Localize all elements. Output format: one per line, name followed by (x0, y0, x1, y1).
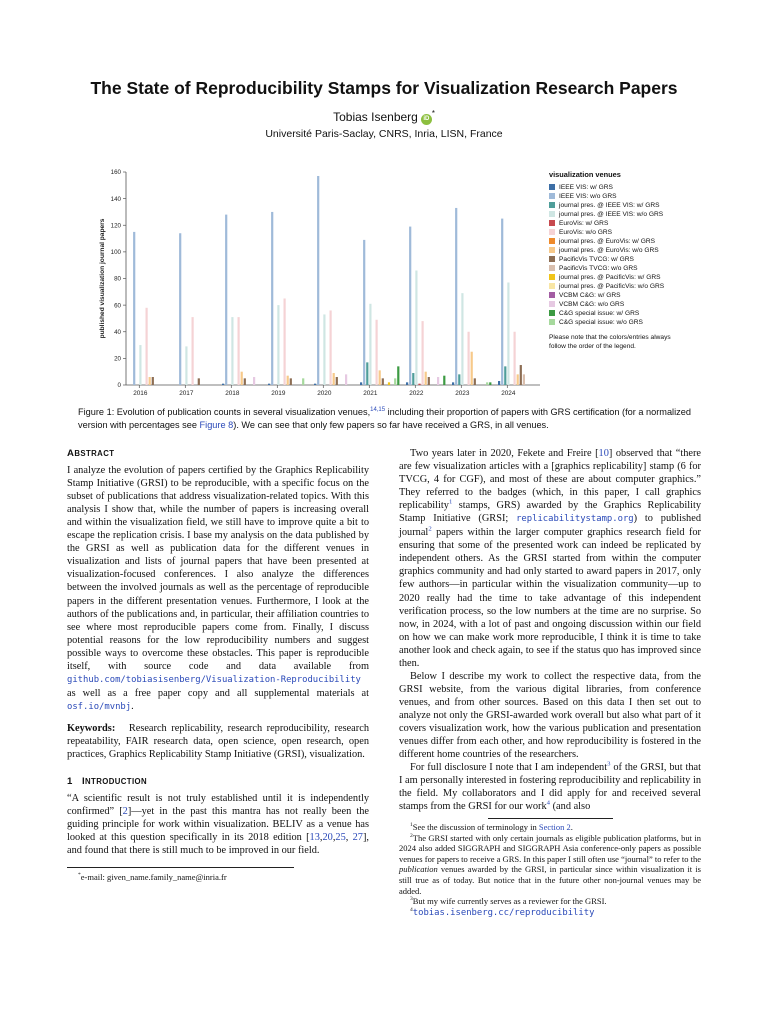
section-2-link[interactable]: Section 2 (538, 822, 571, 832)
footnote-link[interactable]: 1 (448, 498, 453, 506)
bar (517, 374, 519, 385)
bar (498, 381, 500, 385)
bar (302, 378, 304, 385)
legend-swatch (549, 265, 555, 271)
body-paragraph: For full disclosure I note that I am independent$^3$ of the GRSI, but that I am personally interested in fostering reproducibility and replicability in the field. My collaborators and I did apply for and received several stamps from the GRSI for our work$^4$ (and also (399, 760, 701, 813)
y-tick-label: 80 (114, 275, 121, 283)
bar (146, 308, 148, 385)
grsi-link[interactable]: replicabilitystamp.org (516, 514, 634, 525)
legend-entry (549, 219, 679, 228)
legend-items (549, 183, 679, 327)
legend-label: C&G special issue: w/ GRS (559, 310, 640, 317)
legend-label: EuroVis: w/o GRS (559, 229, 613, 236)
y-tick-label: 160 (110, 169, 121, 177)
legend-swatch (549, 292, 555, 298)
figure-caption (78, 406, 692, 431)
legend-swatch (549, 211, 555, 217)
bar (422, 321, 424, 385)
bar (287, 376, 289, 385)
y-tick-label: 140 (110, 195, 121, 203)
bar (507, 282, 509, 385)
footnote-email: *e-mail: given_name.family_name@inria.fr (78, 872, 227, 882)
bar (501, 219, 503, 385)
legend-entry (549, 273, 679, 282)
github-link[interactable]: github.com/tobiasisenberg/Visualization-Reproducibility (67, 674, 361, 685)
keywords: Keywords: Research replicability, research reproducibility, research repeatability, FAIR research data, open science, open research, open practices, Graphics Replicability Stamp Initiative (GRSI), visualization. (67, 722, 369, 761)
footnote-rule-left (67, 867, 294, 868)
bar (271, 212, 273, 385)
body-paragraph: Two years later in 2020, Fekete and Freire [10] observed that “there are few visualization articles with a [graphics replicability] stamp (6 for TVCG, 4 for CGF), and most of these are about computer graphics.” They referred to the badges (which, in this paper, I call graphics replicability$^1$ stamps, GRS) awarded by the Graphics Replicability Stamp Initiative (GRSI; replicabilitystamp.org) to published journal$^2$ papers within the larger computer graphics research field for ensuring that some of the presented work can indeed be replicated by independent others. As the GRSI started from within the computer graphics community and had only started to award papers in 2017, only few authors—in particular within the visualization community—up to 2020 really had the time to take advantage of this independent verification process, so the low numbers at the time are no surprise. So now, in 2024, with a lot of past and ongoing discussion within our field on how we can make work more reproducible, I think it is time to take another look and check again, to see if the status quo has improved since then. (399, 448, 701, 669)
bar (268, 384, 270, 385)
x-tick-label: 2021 (363, 390, 378, 397)
y-tick-label: 100 (110, 249, 121, 257)
bar (314, 384, 316, 385)
bar (382, 378, 384, 385)
bar (290, 378, 292, 385)
citation-link[interactable]: 20 (322, 832, 333, 844)
bar (198, 378, 200, 385)
bar (253, 377, 255, 385)
footnote-link[interactable]: 2 (428, 525, 432, 533)
bar (418, 384, 420, 385)
bar (179, 233, 181, 385)
x-tick-label: 2016 (133, 390, 148, 397)
legend-swatch (549, 238, 555, 244)
legend-entry (549, 309, 679, 318)
footnote-1: $^1$See the discussion of terminology in Section 2. (410, 822, 573, 832)
bar (363, 240, 365, 385)
bar (333, 373, 335, 385)
citation-link[interactable]: 25 (335, 832, 346, 844)
legend-swatch (549, 193, 555, 199)
bar (452, 382, 454, 385)
x-tick-label: 2024 (501, 390, 516, 397)
bar (514, 332, 516, 385)
bar (366, 362, 368, 385)
legend-note: Please note that the colors/entries always follow the order of the legend. (549, 334, 671, 350)
bar (369, 304, 371, 385)
abstract-heading: ABSTRACT (67, 448, 115, 459)
legend-label: journal pres. @ EuroVis: w/o GRS (559, 247, 659, 254)
bar (489, 382, 491, 385)
legend-entry (549, 318, 679, 327)
footnote-link[interactable]: 3 (607, 760, 611, 768)
footnote-3: $^3$But my wife currently serves as a reviewer for the GRSI. (410, 896, 607, 907)
bar (428, 377, 430, 385)
legend-entry (549, 183, 679, 192)
citation-link[interactable]: 14,15 (370, 406, 386, 413)
y-tick-label: 120 (110, 222, 121, 230)
y-tick-label: 60 (114, 302, 121, 310)
bar (425, 372, 427, 385)
caption-text: ). We can see that only few papers so far have received a GRS, in all venues. (233, 419, 549, 430)
right-column (399, 447, 701, 813)
legend-label: VCBM C&G: w/o GRS (559, 301, 625, 308)
bar (437, 377, 439, 385)
reproducibility-link[interactable]: tobias.isenberg.cc/reproducibility (412, 907, 595, 918)
legend-label: IEEE VIS: w/o GRS (559, 193, 617, 200)
legend-swatch (549, 319, 555, 325)
x-tick-label: 2017 (179, 390, 194, 397)
y-tick-label: 20 (114, 355, 121, 363)
legend-entry (549, 282, 679, 291)
bar (504, 366, 506, 385)
venue-bar-chart (92, 163, 542, 403)
left-column (67, 447, 369, 857)
legend-label: journal pres. @ IEEE VIS: w/o GRS (559, 211, 664, 218)
legend-swatch (549, 274, 555, 280)
footnote-rule-right (488, 818, 613, 819)
bar (133, 232, 135, 385)
bar (241, 372, 243, 385)
bar (152, 377, 154, 385)
x-tick-label: 2019 (271, 390, 286, 397)
bar (523, 374, 525, 385)
citation-link[interactable]: 2 (122, 806, 128, 818)
legend-label: VCBM C&G: w/ GRS (559, 292, 621, 299)
y-tick-label: 0 (117, 382, 121, 390)
bar (379, 370, 381, 385)
footnotes-right (399, 822, 701, 918)
bar (520, 365, 522, 385)
bar (360, 382, 362, 385)
legend-label: IEEE VIS: w/ GRS (559, 184, 613, 191)
bar (376, 320, 378, 385)
legend-entry (549, 246, 679, 255)
bar (345, 374, 347, 385)
legend-label: PacificVis TVCG: w/o GRS (559, 265, 638, 272)
citation-link[interactable]: 13 (309, 832, 320, 844)
bar (415, 271, 417, 385)
body-paragraph: Below I describe my work to collect the respective data, from the GRSI website, from the various digital libraries, from conference venues, and from other sources. Based on this data I then set out to analyze not only the GRSI-awarded work overall but also what part of it covers visualization work, how the various publication and presentation venues differ from each other, and how reproducibility is fostered in the different home countries of the researchers. (399, 670, 701, 761)
legend-label: journal pres. @ EuroVis: w/ GRS (559, 238, 655, 245)
bar (412, 373, 414, 385)
legend-swatch (549, 202, 555, 208)
chart-legend (549, 170, 679, 351)
figure-8-link[interactable]: Figure 8 (199, 419, 234, 430)
bar (486, 382, 488, 385)
bar (277, 305, 279, 385)
bar (244, 378, 246, 385)
legend-entry (549, 228, 679, 237)
paper-title: The State of Reproducibility Stamps for Visualization Research Papers (90, 78, 678, 98)
bar (461, 293, 463, 385)
bar (139, 345, 141, 385)
legend-entry (549, 300, 679, 309)
legend-entry (549, 192, 679, 201)
legend-swatch (549, 310, 555, 316)
citation-link[interactable]: 27 (352, 832, 363, 844)
legend-label: C&G special issue: w/o GRS (559, 319, 643, 326)
author-star: * (431, 109, 435, 118)
bar (317, 176, 319, 385)
bar (222, 384, 224, 385)
bar (284, 298, 286, 385)
abstract-paragraph: I analyze the evolution of papers certified by the Graphics Replicability Stamp Initiative (GRSI) to be reproducible, with a specific focus on the subset of publications that address visualization-related topics. With this analysis I show that, while the number of papers is increasing overall and within the visualization field, we still have to improve quite a bit to escape the replication crisis. I base my analysis on the data published by the GRSI as well as publication data for the different venues in visualization and lists of journal papers that have been presented at visualization-focused conferences. I also analyze the differences between the involved journals as well as the percentage of reproducible papers in the different presentation venues. Furthermore, I look at the authors of the publications and, in particular, their affiliation countries to see where most reproducible papers come from. Finally, I discuss potential reasons for the low reproducibility numbers and suggest possible ways to overcome these obstacles. This paper is reproducible itself, with source code and data available from github.com/tobiasisenberg/Visualization-Reproducibility as well as a free paper copy and all supplemental materials at osf.io/mvnbj. (67, 465, 369, 712)
keywords-label: Keywords: (67, 722, 116, 734)
bar (443, 376, 445, 385)
bar (185, 346, 187, 385)
bar (336, 377, 338, 385)
bar (225, 215, 227, 385)
x-tick-label: 2018 (225, 390, 240, 397)
bar (455, 208, 457, 385)
legend-entry (549, 255, 679, 264)
orcid-icon[interactable]: iD (421, 114, 432, 125)
legend-swatch (549, 220, 555, 226)
legend-label: journal pres. @ IEEE VIS: w/ GRS (559, 202, 660, 209)
osf-link[interactable]: osf.io/mvnbj (67, 701, 132, 712)
x-tick-label: 2020 (317, 390, 332, 397)
bar (406, 382, 408, 385)
author-name: Tobias Isenberg (333, 110, 418, 124)
citation-link[interactable]: 10 (598, 448, 609, 459)
bar (388, 382, 390, 385)
legend-swatch (549, 283, 555, 289)
bar (149, 377, 151, 385)
legend-entry (549, 291, 679, 300)
bar (474, 378, 476, 385)
caption-text: including their proportion of papers with GRS certification (for a normalized version with percentages see (78, 407, 691, 430)
legend-swatch (549, 247, 555, 253)
bar (397, 366, 399, 385)
legend-entry (549, 201, 679, 210)
author-line (0, 110, 768, 125)
footnote-link[interactable]: 4 (546, 799, 551, 807)
legend-swatch (549, 184, 555, 190)
bar (471, 352, 473, 385)
legend-swatch (549, 229, 555, 235)
legend-entry (549, 264, 679, 273)
bar (330, 310, 332, 385)
x-tick-label: 2023 (455, 390, 470, 397)
y-tick-label: 40 (114, 328, 121, 336)
footnote-4: $^4$tobias.isenberg.cc/reproducibility (410, 906, 595, 918)
x-tick-label: 2022 (409, 390, 424, 397)
legend-title: visualization venues (549, 170, 621, 179)
caption-text: Figure 1: Evolution of publication counts in several visualization venues, (78, 407, 371, 417)
bar (458, 374, 460, 385)
legend-label: PacificVis TVCG: w/ GRS (559, 256, 634, 263)
legend-label: journal pres. @ PacificVis: w/o GRS (559, 283, 665, 290)
bar (192, 317, 194, 385)
bar (323, 314, 325, 385)
legend-label: journal pres. @ PacificVis: w/ GRS (559, 274, 661, 281)
legend-swatch (549, 301, 555, 307)
intro-paragraph: “A scientific result is not truly established until it is independently confirmed” [2]—yet in the past this mantra has not really been the guiding principle for work within visualization. BELIV as a venue has looked at this question specifically in its 2018 edition [13,20,25, 27], and found that there is still much to be improved in our field. (67, 793, 369, 857)
bar (238, 317, 240, 385)
bar (468, 332, 470, 385)
y-axis-label: published visualization journal papers (99, 218, 106, 339)
legend-entry (549, 237, 679, 246)
author-affiliation: Université Paris-Saclay, CNRS, Inria, LISN, France (265, 128, 503, 140)
legend-entry (549, 210, 679, 219)
introduction-heading: 1 INTRODUCTION (67, 776, 148, 788)
bar (394, 378, 396, 385)
bar (409, 227, 411, 385)
bar (231, 317, 233, 385)
legend-swatch (549, 256, 555, 262)
legend-label: EuroVis: w/ GRS (559, 220, 609, 227)
footnote-2: $^2$The GRSI started with only certain journals as eligible publication platforms, but in 2024 also added SIGGRAPH and SIGGRAPH Asia conference-only papers as possible venues for papers to receive a GRS. In this paper I still often use “journal” to refer to the publication venues awarded by the GRSI, in particular since within visualization it is still true as of today. But notice that in the future other non-journal venues may be added. (399, 832, 701, 896)
